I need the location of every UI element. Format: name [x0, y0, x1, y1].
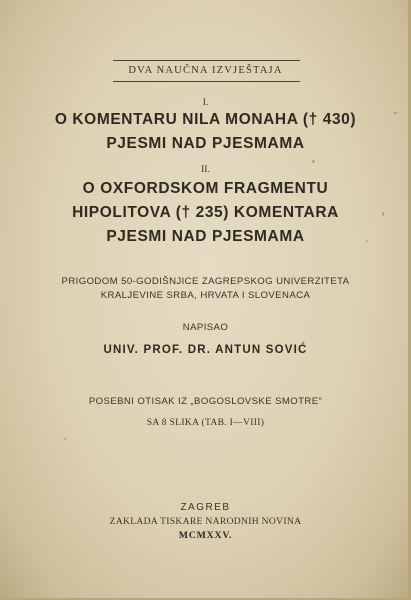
paper-speck — [312, 160, 315, 163]
header-rule-bottom — [113, 81, 300, 82]
publication-year: MCMXXV. — [178, 530, 233, 541]
occasion-line1: PRIGODOM 50-GODIŠNJICE ZAGREPSKOG UNIVERZITETA — [61, 276, 350, 287]
part1-numeral: I. — [202, 98, 209, 108]
offprint-note: POSEBNI OTISAK IZ „BOGOSLOVSKE SMOTRE“ — [88, 396, 323, 407]
series-title: DVA NAUČNA IZVJEŠTAJA — [128, 65, 283, 76]
part2-numeral: II. — [201, 165, 210, 175]
part1-title-line1: O KOMENTARU NILA MONAHA († 430) — [54, 111, 357, 128]
header-rule-top — [113, 60, 300, 61]
occasion-line2: KRALJEVINE SRBA, HRVATA I SLOVENACA — [100, 290, 311, 301]
publisher-name: ZAKLADA TISKARE NARODNIH NOVINA — [109, 516, 302, 527]
part1-title-line2: PJESMI NAD PJESMAMA — [106, 135, 305, 152]
paper-speck — [64, 438, 66, 440]
illustrations-note: SA 8 SLIKA (TAB. I—VIII) — [146, 417, 265, 428]
publication-city: ZAGREB — [180, 502, 231, 513]
part2-title-line1: O OXFORDSKOM FRAGMENTU — [82, 180, 329, 197]
part2-title-line3: PJESMI NAD PJESMAMA — [106, 228, 305, 245]
written-by-label: NAPISAO — [182, 322, 229, 333]
part2-title-line2: HIPOLITOVA († 235) KOMENTARA — [72, 204, 339, 221]
author-name: UNIV. PROF. DR. ANTUN SOVIĆ — [103, 344, 308, 356]
